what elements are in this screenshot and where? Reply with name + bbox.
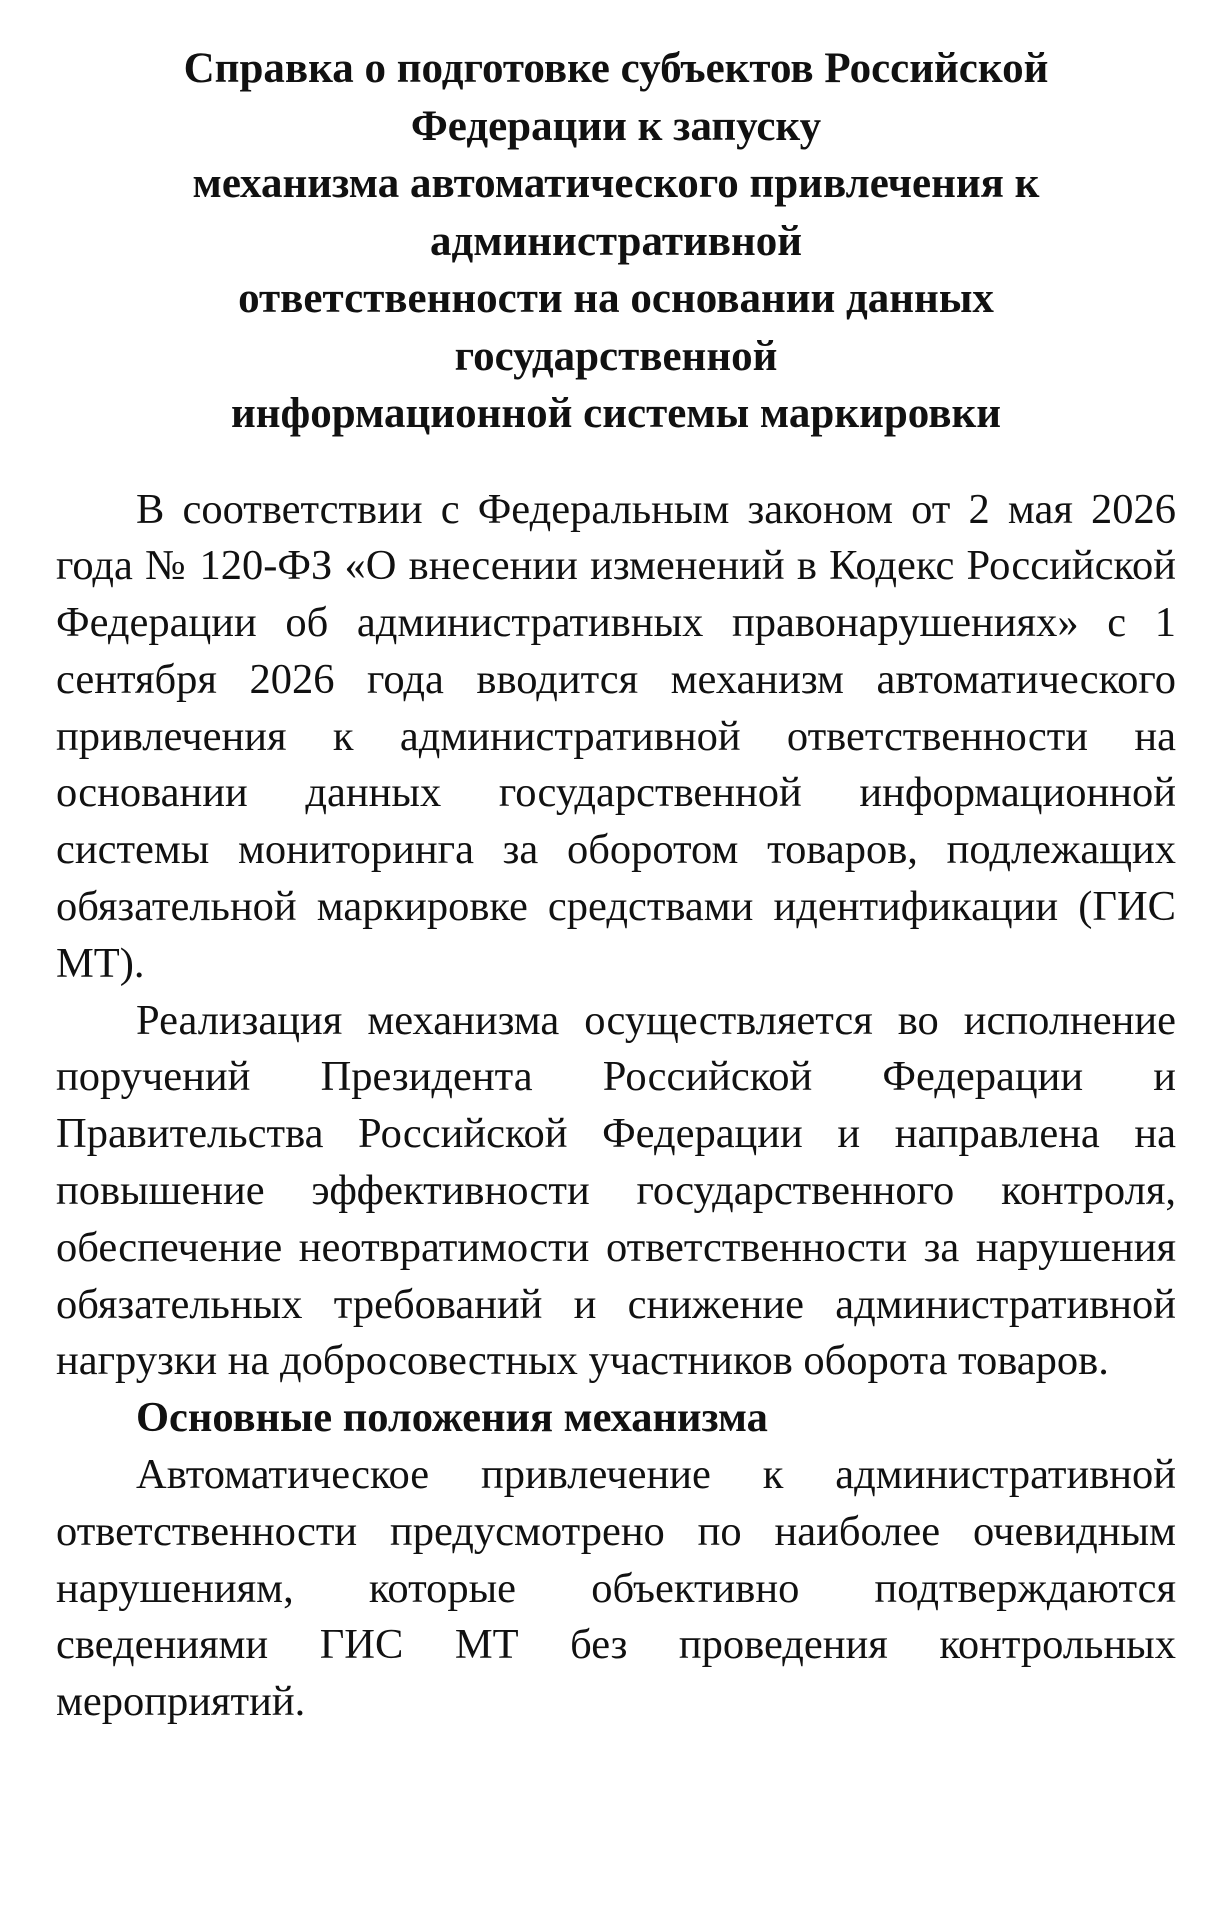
- title-line: административной: [429, 217, 803, 265]
- section-heading: Основные положения механизма: [136, 1394, 768, 1442]
- title-line: Федерации к запуску: [410, 102, 822, 150]
- body-paragraph-law-reference: В соответствии с Федеральным законом от 2 мая 2026 года № 120-ФЗ «О внесении изменений в Кодекс Российской Федерации об административных правонарушениях» с 1 сентября 2026 года вводится механизм автоматического привлечения к административной ответственности на основании данных государственной информационной системы мониторинга за оборотом товаров, подлежащих обязательной маркировке средствами идентификации (ГИС МТ).: [56, 485, 1176, 987]
- title-line: механизма автоматического привлечения к: [192, 160, 1040, 207]
- document-body: [56, 482, 1176, 1732]
- document-page: [56, 40, 1176, 1731]
- section-paragraph: Автоматическое привлечение к административной ответственности предусмотрено по наиболее очевидным нарушениям, которые объективно подтверждаются сведениями ГИС МТ без проведения контрольных мероприятий.: [56, 1451, 1176, 1726]
- body-paragraph-implementation: Реализация механизма осуществляется во исполнение поручений Президента Российской Федерации и Правительства Российской Федерации и направлена на повышение эффективности государственного контроля, обеспечение неотвратимости ответственности за нарушения обязательных требований и снижение административной нагрузки на добросовестных участников оборота товаров.: [56, 996, 1176, 1385]
- document-title: [56, 40, 1176, 443]
- title-line: Справка о подготовке субъектов Российской: [183, 45, 1049, 92]
- title-line: государственной: [454, 332, 778, 380]
- title-line: информационной системы маркировки: [230, 390, 1002, 437]
- title-line: ответственности на основании данных: [238, 275, 994, 322]
